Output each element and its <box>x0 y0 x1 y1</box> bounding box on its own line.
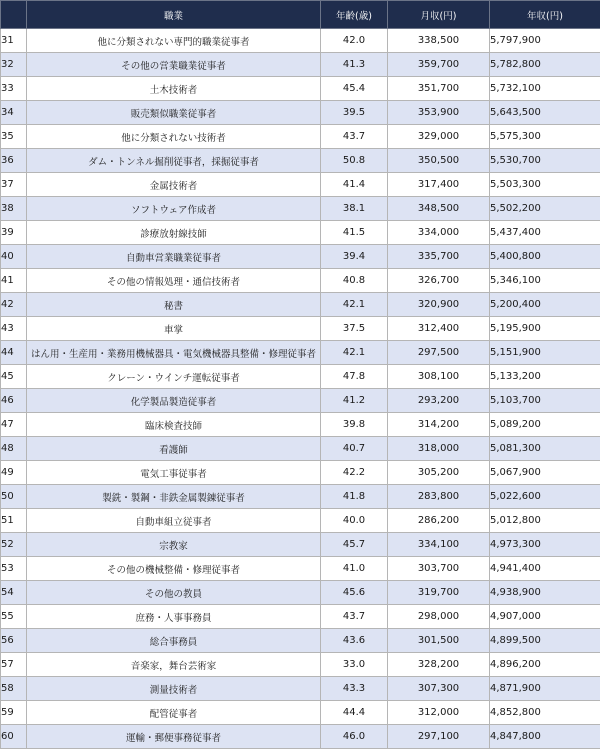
table-row <box>1 701 600 725</box>
occupation-cell: その他の営業職業従事者 <box>27 53 321 77</box>
table-row <box>1 53 600 77</box>
occupation-cell: その他の教員 <box>27 581 321 605</box>
occupation-cell: 化学製品製造従事者 <box>27 389 321 413</box>
rank-cell: 46 <box>1 389 27 413</box>
header-occupation: 職業 <box>27 1 321 29</box>
monthly-income-cell: 293,200 <box>388 389 490 413</box>
annual-income-cell: 4,871,900 <box>490 677 600 701</box>
monthly-income-cell: 308,100 <box>388 365 490 389</box>
monthly-income-cell: 350,500 <box>388 149 490 173</box>
monthly-income-cell: 297,500 <box>388 341 490 365</box>
age-cell: 41.8 <box>321 485 388 509</box>
table-row <box>1 581 600 605</box>
annual-income-cell: 5,089,200 <box>490 413 600 437</box>
rank-cell: 56 <box>1 629 27 653</box>
annual-income-cell: 5,081,300 <box>490 437 600 461</box>
rank-cell: 54 <box>1 581 27 605</box>
monthly-income-cell: 312,400 <box>388 317 490 341</box>
rank-cell: 43 <box>1 317 27 341</box>
annual-income-cell: 5,797,900 <box>490 29 600 53</box>
occupation-cell: 看護師 <box>27 437 321 461</box>
occupation-cell: クレーン・ウインチ運転従事者 <box>27 365 321 389</box>
age-cell: 46.0 <box>321 725 388 749</box>
age-cell: 43.3 <box>321 677 388 701</box>
monthly-income-cell: 359,700 <box>388 53 490 77</box>
age-cell: 44.4 <box>321 701 388 725</box>
age-cell: 43.7 <box>321 125 388 149</box>
monthly-income-cell: 335,700 <box>388 245 490 269</box>
table-row <box>1 437 600 461</box>
header-monthly-income: 月収(円) <box>388 1 490 29</box>
occupation-cell: 販売類似職業従事者 <box>27 101 321 125</box>
age-cell: 43.6 <box>321 629 388 653</box>
occupation-cell: 配管従事者 <box>27 701 321 725</box>
annual-income-cell: 4,852,800 <box>490 701 600 725</box>
age-cell: 40.7 <box>321 437 388 461</box>
annual-income-cell: 5,200,400 <box>490 293 600 317</box>
age-cell: 39.4 <box>321 245 388 269</box>
header-row <box>1 1 600 29</box>
age-cell: 43.7 <box>321 605 388 629</box>
annual-income-cell: 4,973,300 <box>490 533 600 557</box>
rank-cell: 37 <box>1 173 27 197</box>
rank-cell: 35 <box>1 125 27 149</box>
monthly-income-cell: 318,000 <box>388 437 490 461</box>
rank-cell: 47 <box>1 413 27 437</box>
occupation-cell: 臨床検査技師 <box>27 413 321 437</box>
annual-income-cell: 5,400,800 <box>490 245 600 269</box>
monthly-income-cell: 334,100 <box>388 533 490 557</box>
age-cell: 42.0 <box>321 29 388 53</box>
annual-income-cell: 5,782,800 <box>490 53 600 77</box>
table-row <box>1 557 600 581</box>
table-row <box>1 77 600 101</box>
occupation-cell: その他の機械整備・修理従事者 <box>27 557 321 581</box>
occupation-cell: 土木技術者 <box>27 77 321 101</box>
age-cell: 41.5 <box>321 221 388 245</box>
monthly-income-cell: 307,300 <box>388 677 490 701</box>
rank-cell: 32 <box>1 53 27 77</box>
rank-cell: 49 <box>1 461 27 485</box>
rank-cell: 31 <box>1 29 27 53</box>
table-row <box>1 677 600 701</box>
annual-income-cell: 4,907,000 <box>490 605 600 629</box>
annual-income-cell: 5,502,200 <box>490 197 600 221</box>
monthly-income-cell: 305,200 <box>388 461 490 485</box>
age-cell: 39.5 <box>321 101 388 125</box>
occupation-cell: はん用・生産用・業務用機械器具・電気機械器具整備・修理従事者 <box>27 341 321 365</box>
monthly-income-cell: 286,200 <box>388 509 490 533</box>
table-row <box>1 245 600 269</box>
annual-income-cell: 5,103,700 <box>490 389 600 413</box>
annual-income-cell: 5,643,500 <box>490 101 600 125</box>
table-row <box>1 509 600 533</box>
occupation-cell: 電気工事従事者 <box>27 461 321 485</box>
age-cell: 42.1 <box>321 341 388 365</box>
occupation-cell: 秘書 <box>27 293 321 317</box>
annual-income-cell: 5,437,400 <box>490 221 600 245</box>
table-row <box>1 341 600 365</box>
age-cell: 41.3 <box>321 53 388 77</box>
monthly-income-cell: 320,900 <box>388 293 490 317</box>
rank-cell: 51 <box>1 509 27 533</box>
occupation-cell: 自動車営業職業従事者 <box>27 245 321 269</box>
monthly-income-cell: 329,000 <box>388 125 490 149</box>
monthly-income-cell: 303,700 <box>388 557 490 581</box>
occupation-cell: 金属技術者 <box>27 173 321 197</box>
table-row <box>1 173 600 197</box>
table-row <box>1 653 600 677</box>
rank-cell: 48 <box>1 437 27 461</box>
occupation-cell: 庶務・人事事務員 <box>27 605 321 629</box>
table-row <box>1 221 600 245</box>
rank-cell: 36 <box>1 149 27 173</box>
monthly-income-cell: 298,000 <box>388 605 490 629</box>
annual-income-cell: 5,133,200 <box>490 365 600 389</box>
rank-cell: 42 <box>1 293 27 317</box>
rank-cell: 45 <box>1 365 27 389</box>
rank-cell: 60 <box>1 725 27 749</box>
age-cell: 50.8 <box>321 149 388 173</box>
monthly-income-cell: 319,700 <box>388 581 490 605</box>
monthly-income-cell: 283,800 <box>388 485 490 509</box>
table-row <box>1 605 600 629</box>
table-row <box>1 29 600 53</box>
annual-income-cell: 5,022,600 <box>490 485 600 509</box>
table-row <box>1 533 600 557</box>
age-cell: 33.0 <box>321 653 388 677</box>
header-rank <box>1 1 27 29</box>
header-age: 年齢(歳) <box>321 1 388 29</box>
annual-income-cell: 5,151,900 <box>490 341 600 365</box>
occupation-cell: 自動車組立従事者 <box>27 509 321 533</box>
table-row <box>1 485 600 509</box>
age-cell: 39.8 <box>321 413 388 437</box>
monthly-income-cell: 312,000 <box>388 701 490 725</box>
rank-cell: 44 <box>1 341 27 365</box>
annual-income-cell: 4,847,800 <box>490 725 600 749</box>
annual-income-cell: 4,938,900 <box>490 581 600 605</box>
annual-income-cell: 5,503,300 <box>490 173 600 197</box>
monthly-income-cell: 338,500 <box>388 29 490 53</box>
table-row <box>1 317 600 341</box>
monthly-income-cell: 353,900 <box>388 101 490 125</box>
occupation-cell: ダム・トンネル掘削従事者，採掘従事者 <box>27 149 321 173</box>
table-row <box>1 269 600 293</box>
table-row <box>1 389 600 413</box>
age-cell: 41.0 <box>321 557 388 581</box>
rank-cell: 50 <box>1 485 27 509</box>
monthly-income-cell: 328,200 <box>388 653 490 677</box>
occupation-cell: 他に分類されない専門的職業従事者 <box>27 29 321 53</box>
table-row <box>1 149 600 173</box>
age-cell: 47.8 <box>321 365 388 389</box>
occupation-cell: 製銑・製鋼・非鉄金属製錬従事者 <box>27 485 321 509</box>
rank-cell: 34 <box>1 101 27 125</box>
table-row <box>1 101 600 125</box>
occupation-cell: 総合事務員 <box>27 629 321 653</box>
age-cell: 41.2 <box>321 389 388 413</box>
age-cell: 45.7 <box>321 533 388 557</box>
occupation-cell: 運輸・郵便事務従事者 <box>27 725 321 749</box>
monthly-income-cell: 317,400 <box>388 173 490 197</box>
occupation-cell: 音楽家，舞台芸術家 <box>27 653 321 677</box>
header-annual-income: 年収(円) <box>490 1 600 29</box>
annual-income-cell: 4,941,400 <box>490 557 600 581</box>
rank-cell: 52 <box>1 533 27 557</box>
monthly-income-cell: 326,700 <box>388 269 490 293</box>
annual-income-cell: 5,575,300 <box>490 125 600 149</box>
rank-cell: 41 <box>1 269 27 293</box>
monthly-income-cell: 351,700 <box>388 77 490 101</box>
rank-cell: 39 <box>1 221 27 245</box>
rank-cell: 57 <box>1 653 27 677</box>
annual-income-cell: 5,346,100 <box>490 269 600 293</box>
occupation-cell: 宗教家 <box>27 533 321 557</box>
age-cell: 40.0 <box>321 509 388 533</box>
occupation-cell: 他に分類されない技術者 <box>27 125 321 149</box>
occupation-cell: ソフトウェア作成者 <box>27 197 321 221</box>
rank-cell: 38 <box>1 197 27 221</box>
monthly-income-cell: 314,200 <box>388 413 490 437</box>
age-cell: 40.8 <box>321 269 388 293</box>
table-row <box>1 629 600 653</box>
age-cell: 45.6 <box>321 581 388 605</box>
rank-cell: 40 <box>1 245 27 269</box>
occupation-cell: 診療放射線技師 <box>27 221 321 245</box>
age-cell: 42.1 <box>321 293 388 317</box>
monthly-income-cell: 334,000 <box>388 221 490 245</box>
annual-income-cell: 5,530,700 <box>490 149 600 173</box>
age-cell: 41.4 <box>321 173 388 197</box>
annual-income-cell: 5,067,900 <box>490 461 600 485</box>
occupation-cell: 車掌 <box>27 317 321 341</box>
occupation-cell: 測量技術者 <box>27 677 321 701</box>
monthly-income-cell: 301,500 <box>388 629 490 653</box>
table-row <box>1 197 600 221</box>
annual-income-cell: 5,012,800 <box>490 509 600 533</box>
monthly-income-cell: 297,100 <box>388 725 490 749</box>
occupation-cell: その他の情報処理・通信技術者 <box>27 269 321 293</box>
table-row <box>1 461 600 485</box>
table-row <box>1 365 600 389</box>
age-cell: 37.5 <box>321 317 388 341</box>
table-body <box>1 29 600 749</box>
rank-cell: 53 <box>1 557 27 581</box>
table-header <box>1 1 600 29</box>
table-row <box>1 293 600 317</box>
rank-cell: 55 <box>1 605 27 629</box>
annual-income-cell: 4,896,200 <box>490 653 600 677</box>
age-cell: 42.2 <box>321 461 388 485</box>
table-row <box>1 725 600 749</box>
monthly-income-cell: 348,500 <box>388 197 490 221</box>
annual-income-cell: 5,195,900 <box>490 317 600 341</box>
age-cell: 38.1 <box>321 197 388 221</box>
annual-income-cell: 4,899,500 <box>490 629 600 653</box>
table-row <box>1 125 600 149</box>
age-cell: 45.4 <box>321 77 388 101</box>
rank-cell: 58 <box>1 677 27 701</box>
rank-cell: 33 <box>1 77 27 101</box>
annual-income-cell: 5,732,100 <box>490 77 600 101</box>
table-row <box>1 413 600 437</box>
rank-cell: 59 <box>1 701 27 725</box>
